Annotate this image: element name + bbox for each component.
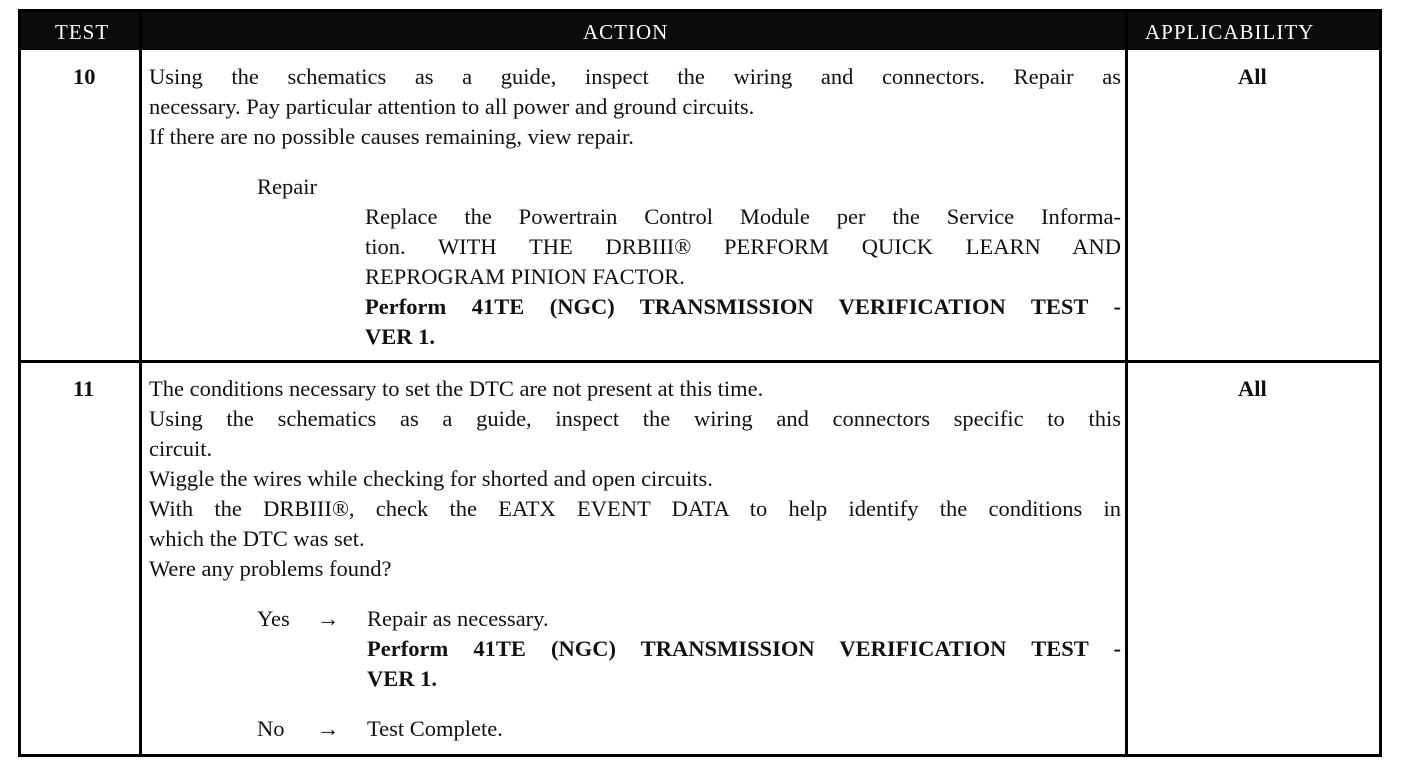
yes-line: Perform 41TE (NGC) TRANSMISSION VERIFICATION TEST - [367, 636, 1121, 661]
action-line: The conditions necessary to set the DTC are not present at this time. [149, 376, 764, 401]
action-line: Were any problems found? [149, 556, 392, 581]
repair-label: Repair [257, 174, 317, 199]
row-divider [21, 360, 1379, 363]
applicability-value: All [1238, 376, 1267, 401]
action-line: With the DRBIII®, check the EATX EVENT DATA to help identify the conditions in [149, 496, 1121, 521]
test-number: 11 [73, 376, 95, 401]
table-header [21, 12, 1379, 50]
test-number: 10 [73, 64, 96, 89]
repair-line: REPROGRAM PINION FACTOR. [365, 264, 685, 289]
action-line: which the DTC was set. [149, 526, 365, 551]
action-line: circuit. [149, 436, 213, 461]
yes-line: VER 1. [367, 666, 438, 691]
no-label: No [257, 716, 285, 741]
action-line: necessary. Pay particular attention to all power and ground circuits. [149, 94, 755, 119]
action-line: Using the schematics as a guide, inspect the wiring and connectors specific to this [149, 406, 1121, 431]
diagnostic-table [18, 9, 1382, 757]
repair-line: tion. WITH THE DRBIII® PERFORM QUICK LEARN AND [365, 234, 1121, 259]
header-applicability: APPLICABILITY [1145, 20, 1315, 44]
arrow-icon: → [317, 716, 340, 741]
action-line: If there are no possible causes remaining, view repair. [149, 124, 634, 149]
column-divider [139, 12, 142, 754]
yes-line: Repair as necessary. [367, 606, 549, 631]
repair-line: Replace the Powertrain Control Module per the Service Informa- [365, 204, 1121, 229]
no-line: Test Complete. [367, 716, 503, 741]
repair-line: Perform 41TE (NGC) TRANSMISSION VERIFICATION TEST - [365, 294, 1121, 319]
applicability-value: All [1238, 64, 1267, 89]
header-action: ACTION [583, 20, 669, 44]
header-test: TEST [55, 20, 110, 44]
repair-line: VER 1. [365, 324, 436, 349]
action-line: Using the schematics as a guide, inspect the wiring and connectors. Repair as [149, 64, 1121, 89]
yes-label: Yes [257, 606, 290, 631]
column-divider [1125, 12, 1128, 754]
action-line: Wiggle the wires while checking for shorted and open circuits. [149, 466, 713, 491]
arrow-icon: → [317, 606, 340, 631]
